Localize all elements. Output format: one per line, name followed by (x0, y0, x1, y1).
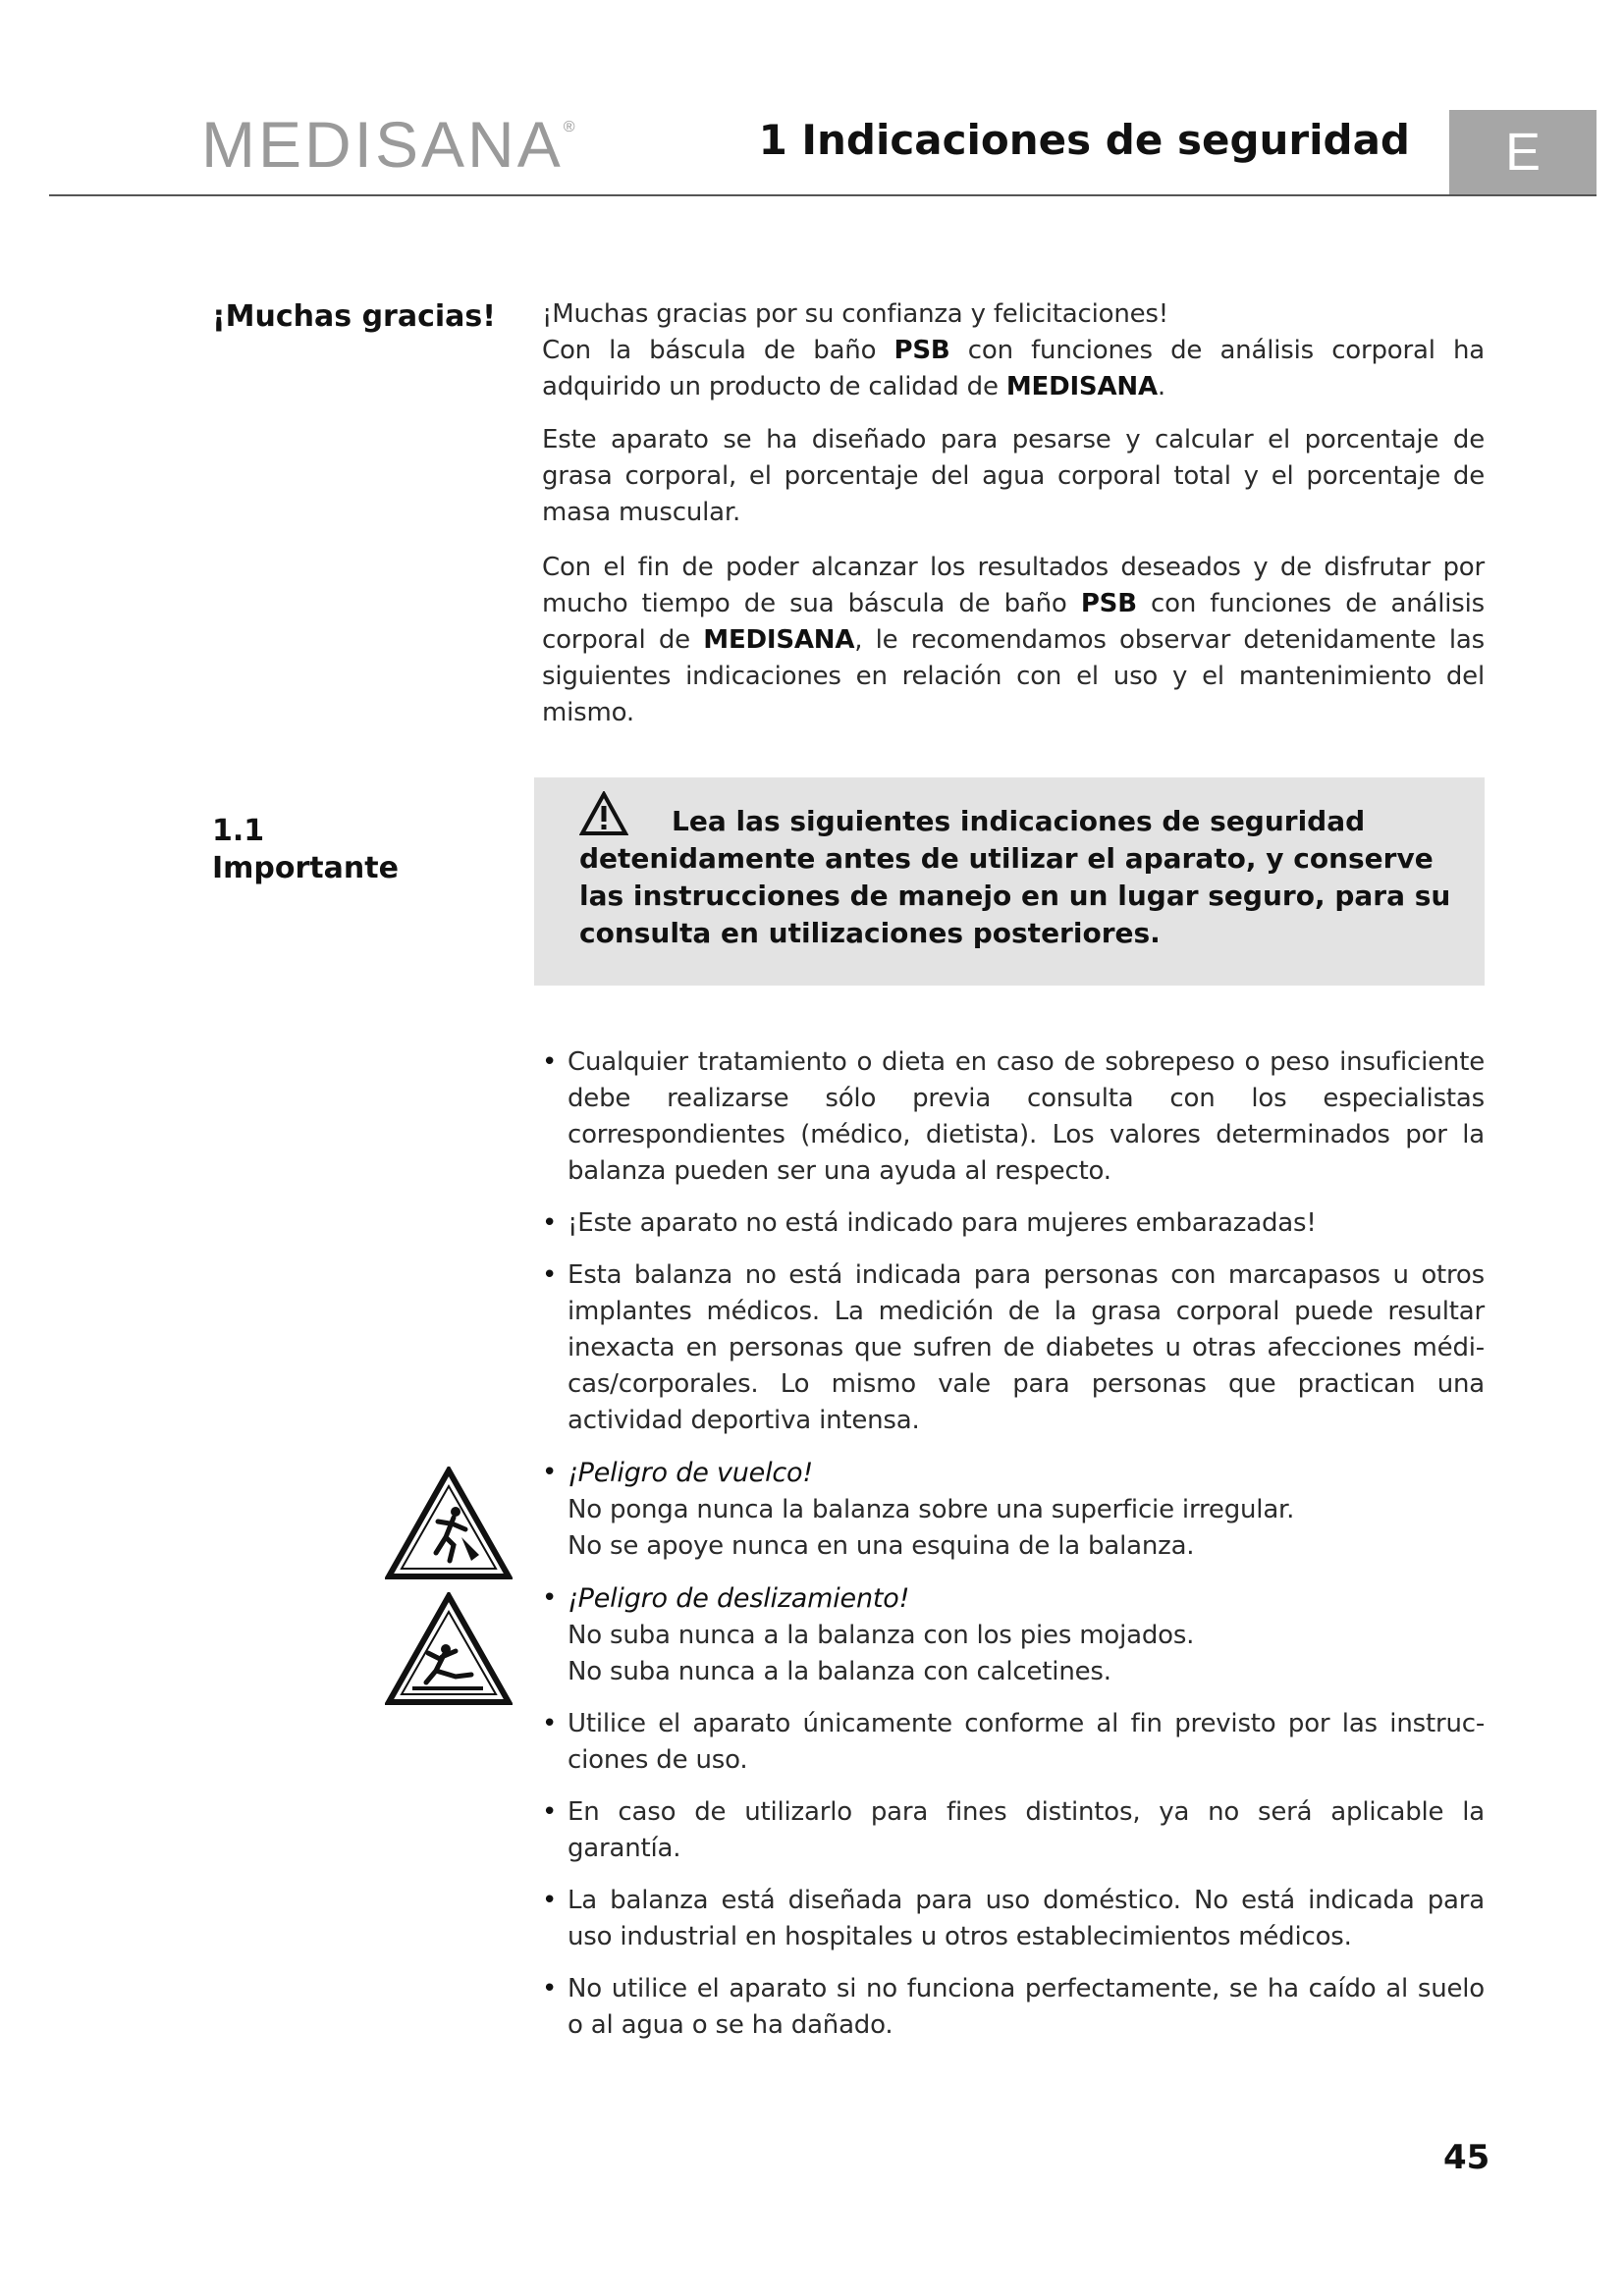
thanks-p3-model: PSB (1080, 589, 1137, 618)
list-item (542, 1706, 1485, 1779)
safety-bullet-list (542, 1044, 1485, 2059)
thanks-p1-text-a: Con la báscula de baño (542, 336, 894, 365)
bullet-title: ¡Peligro de vuelco! (568, 1458, 813, 1488)
list-item (542, 1580, 1485, 1690)
bullet-text: La balanza está diseñada para uso doméstico. No está indicada para uso industrial en hospitales u otros establecimientos médicos. (568, 1886, 1485, 1951)
list-item (542, 1971, 1485, 2044)
bullet-text: No suba nunca a la balanza con calcetines. (568, 1657, 1111, 1686)
bullet-title: ¡Peligro de deslizamiento! (568, 1583, 910, 1614)
thanks-paragraph-2: Este aparato se ha diseñado para pesarse y calcular el porcentaje de grasa corporal, el porcentaje del agua corporal total y el porcentaje de masa muscular. (542, 425, 1485, 527)
list-item (542, 1794, 1485, 1867)
bullet-text: Utilice el aparato únicamente conforme al fin previsto por las instruc-ciones de uso. (568, 1709, 1485, 1775)
list-item (542, 1883, 1485, 1955)
thanks-heading: ¡Muchas gracias! (212, 299, 496, 334)
warning-first-line: Lea las siguientes indicaciones de seguridad (672, 805, 1366, 837)
section-heading: Importante (212, 851, 399, 885)
bullet-dot: • (542, 1260, 558, 1290)
bullet-text: No ponga nunca la balanza sobre una superficie irregular. (568, 1495, 1295, 1524)
slip-hazard-icon (385, 1592, 513, 1706)
list-item (542, 1044, 1485, 1190)
thanks-paragraph-3 (542, 550, 1485, 731)
thanks-p1-brand: MEDISANA (1005, 372, 1158, 401)
page-number: 45 (1443, 2138, 1490, 2177)
thanks-p1-text-c: con funciones de análisis corporal ha adquirido un producto de calidad de (542, 336, 1485, 401)
bullet-text: Cualquier tratamiento o dieta en caso de sobrepeso o peso insuficiente debe realizarse sólo previa consulta con los especialistas correspondientes (médico, dietista). Los valores determinados por la balanza pueden ser una ayuda al respecto. (568, 1047, 1485, 1186)
bullet-text: No suba nunca a la balanza con los pies mojados. (568, 1621, 1195, 1650)
bullet-text: En caso de utilizarlo para fines distintos, ya no será aplicable la garantía. (568, 1797, 1485, 1863)
list-item (542, 1205, 1485, 1242)
bullet-dot: • (542, 1583, 558, 1613)
warning-rest: detenidamente antes de utilizar el aparato, y conserve las instrucciones de manejo en un lugar seguro, para su consulta en utilizaciones posteriores. (579, 842, 1451, 949)
bullet-text: No utilice el aparato si no funciona perfectamente, se ha caído al suelo o al agua o se ha dañado. (568, 1974, 1485, 2040)
bullet-dot: • (542, 1047, 558, 1077)
bullet-dot: • (542, 1974, 558, 2003)
bullet-text: ¡Este aparato no está indicado para mujeres embarazadas! (568, 1208, 1317, 1238)
bullet-dot: • (542, 1709, 558, 1738)
section-number: 1.1 (212, 814, 265, 848)
header-divider (49, 194, 1597, 196)
bullet-text: No se apoye nunca en una esquina de la balanza. (568, 1531, 1195, 1561)
thanks-p1-model: PSB (893, 336, 950, 365)
thanks-paragraph-1 (542, 296, 1485, 405)
bullet-dot: • (542, 1886, 558, 1915)
thanks-p3-brand: MEDISANA (703, 625, 855, 655)
language-tab: E (1449, 110, 1597, 196)
bullet-dot: • (542, 1797, 558, 1827)
list-item (542, 1257, 1485, 1439)
brand-logo (201, 108, 575, 181)
bullet-dot: • (542, 1208, 558, 1238)
thanks-p3-text-a: Con el fin de poder alcanzar los resultados deseados y de disfrutar por mucho tiempo de sua báscula de baño (542, 553, 1485, 618)
list-item (542, 1455, 1485, 1565)
bullet-text: Esta balanza no está indicada para personas con marcapasos u otros implantes médicos. La medición de la grasa corporal puede resultar inexacta en personas que sufren de diabetes u otras afecciones médi-cas/corporales. Lo mismo vale para personas que practican una actividad deportiva intensa. (568, 1260, 1485, 1435)
thanks-p1-line1: ¡Muchas gracias por su confianza y felicitaciones! (542, 299, 1168, 329)
tip-over-hazard-icon (385, 1467, 513, 1580)
brand-registered-mark: ® (563, 119, 575, 135)
bullet-dot: • (542, 1458, 558, 1487)
page-title: 1 Indicaciones de seguridad (758, 116, 1410, 164)
thanks-p1-text-e: . (1157, 372, 1165, 401)
thanks-p3-text-c: con funciones de análisis corporal de (542, 589, 1486, 655)
thanks-p3-text-e: , le recomendamos observar detenidamente las siguientes indicaciones en relación con el uso y el mantenimiento del mismo. (542, 625, 1485, 727)
brand-name: MEDISANA (201, 108, 564, 181)
warning-text (579, 803, 1463, 952)
